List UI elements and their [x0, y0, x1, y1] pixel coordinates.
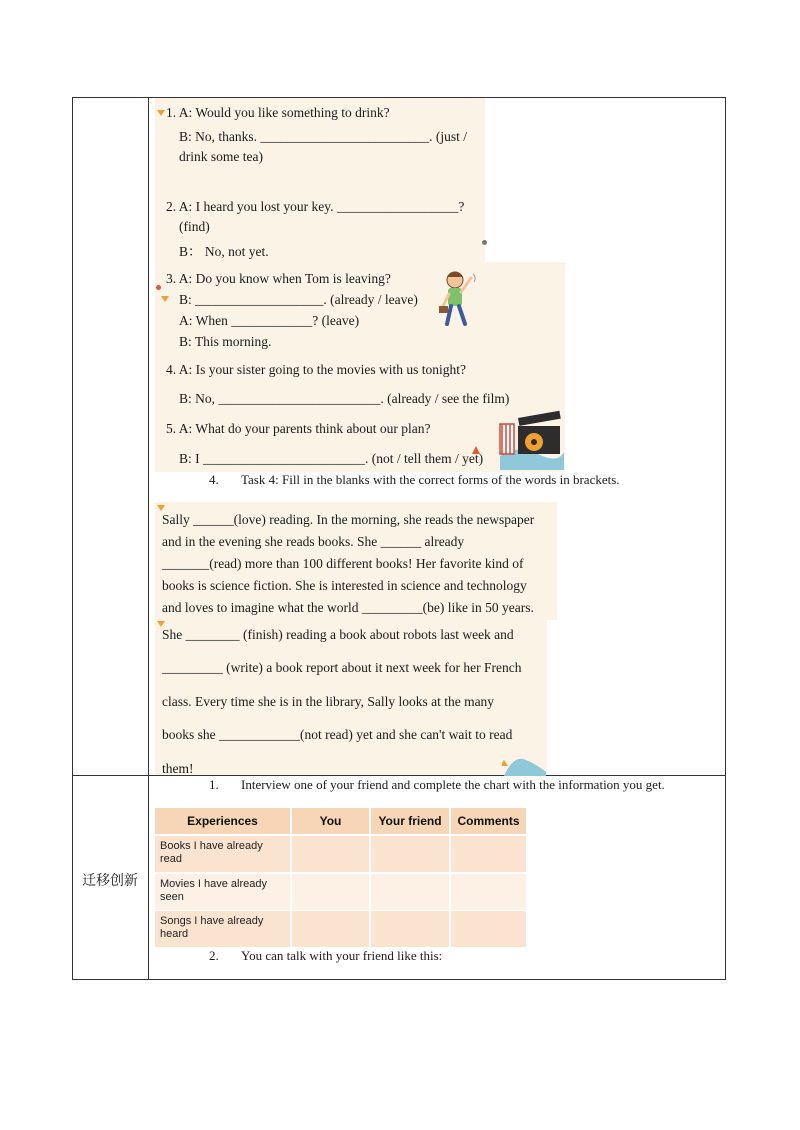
table-cell: Movies I have already seen: [160, 878, 267, 903]
passage-line: class. Every time she is in the library, Sally looks at the many: [162, 694, 495, 709]
marker-icon: [161, 296, 169, 302]
exercise-panel-1: [155, 98, 485, 264]
column-separator: [449, 808, 451, 948]
passage-line: She ________ (finish) reading a book about robots last week and: [162, 627, 514, 642]
exercise-line: 3. A: Do you know when Tom is leaving?: [166, 271, 391, 286]
passage-line: and loves to imagine what the world _________(be) like in 50 years.: [162, 600, 534, 615]
table-header: Your friend: [371, 808, 449, 834]
task4-heading: [209, 472, 620, 488]
exercise-line: 4. A: Is your sister going to the movies with us tonight?: [166, 362, 466, 377]
passage-line: _______(read) more than 100 different books! Her favorite kind of: [162, 556, 524, 571]
column-divider: [148, 97, 149, 980]
instruction-2-number: 2.: [209, 948, 219, 963]
marker-icon: [472, 446, 480, 454]
passage-line: Sally ______(love) reading. In the morning, she reads the newspaper: [162, 512, 535, 527]
passage-line: books is science fiction. She is interested in science and technology: [162, 578, 527, 593]
exercise-line: A: When ____________? (leave): [179, 313, 360, 328]
instruction-1-number: 1.: [209, 777, 219, 792]
passage-line: books she ____________(not read) yet and she can't wait to read: [162, 727, 513, 742]
exercise-line: B: I ________________________. (not / tell them / yet): [179, 451, 484, 466]
table-cell: Songs I have already heard: [160, 915, 264, 940]
experience-chart-table: [155, 808, 526, 948]
table-header: You: [292, 808, 369, 834]
table-cell: Books I have already read: [160, 840, 263, 865]
boy-waving-illustration: [437, 268, 479, 330]
exercise-line: 5. A: What do your parents think about our plan?: [166, 421, 431, 436]
film-clapper-illustration: [498, 404, 564, 470]
table-header: Experiences: [155, 808, 290, 834]
exercise-line: 2. A: I heard you lost your key. __________________?: [166, 199, 465, 214]
exercise-line: 1. A: Would you like something to drink?: [166, 105, 390, 120]
instruction-1-text: Interview one of your friend and complete the chart with the information you get.: [241, 777, 665, 792]
passage-line: them!: [162, 761, 194, 776]
marker-icon: [157, 110, 165, 116]
exercise-line: B: No, thanks. _________________________. (just /: [179, 129, 468, 144]
table-header: Comments: [451, 808, 526, 834]
task4-title: Task 4: Fill in the blanks with the correct forms of the words in brackets.: [241, 472, 620, 487]
instruction-2-text: You can talk with your friend like this:: [241, 948, 443, 963]
column-separator: [369, 808, 371, 948]
dot-icon: [156, 285, 161, 290]
exercise-line: drink some tea): [179, 149, 263, 164]
passage-line: and in the evening she reads books. She ______ already: [162, 534, 465, 549]
exercise-line: B: This morning.: [179, 334, 272, 349]
exercise-line: B: No, ________________________. (already / see the film): [179, 391, 510, 406]
instruction-1: [209, 777, 665, 793]
task4-number: 4.: [209, 472, 219, 487]
dot-icon: [482, 240, 487, 245]
passage-line: _________ (write) a book report about it next week for her French: [162, 660, 522, 675]
wave-decoration-icon: [502, 752, 546, 776]
exercise-line: B： No, not yet.: [179, 244, 269, 259]
instruction-2: [209, 948, 442, 964]
column-separator: [290, 808, 292, 948]
exercise-line: B: ___________________. (already / leave): [179, 292, 418, 307]
exercise-line: (find): [179, 219, 210, 234]
row-label: 迁移创新: [82, 874, 138, 889]
